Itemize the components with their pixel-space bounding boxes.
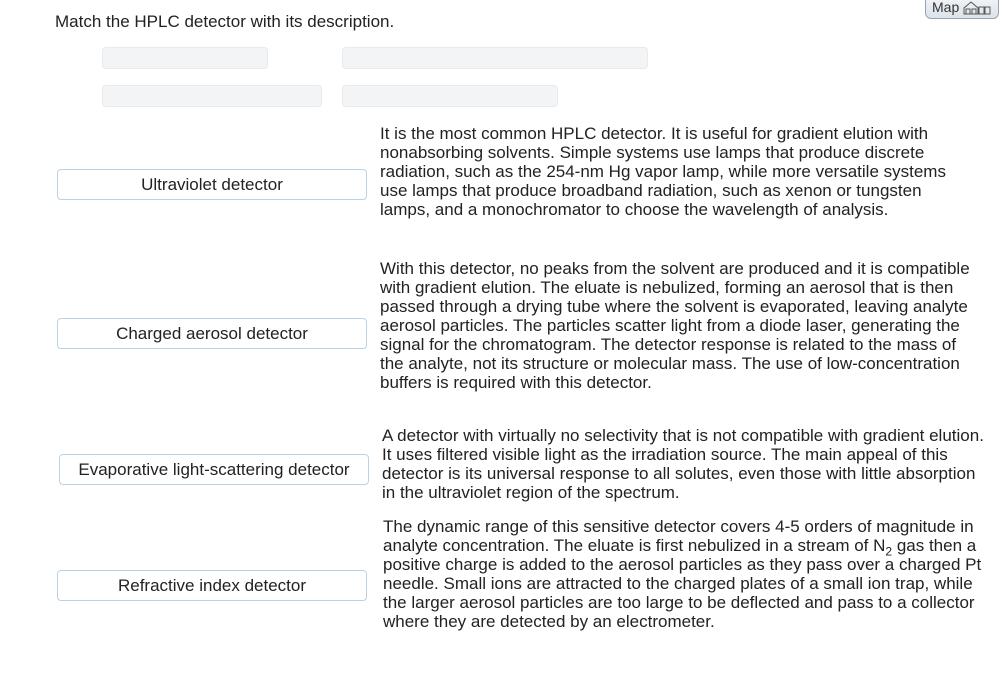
description-4-part-2: gas then a positive charge is added to the aerosol particles as they pass over a charged Pt needle. Small ions are attracted to the charged plates of a small ion trap, while the larger aerosol particles are too large to be deflected and pass to a collector where they are detected by an electrometer. <box>383 536 982 631</box>
drop-target-slot[interactable] <box>342 47 648 69</box>
answer-ultraviolet-detector[interactable]: Ultraviolet detector <box>57 169 367 200</box>
answer-charged-aerosol-detector[interactable]: Charged aerosol detector <box>57 318 367 349</box>
drop-target-slot[interactable] <box>102 47 268 69</box>
answer-evaporative-light-scattering-detector[interactable]: Evaporative light-scattering detector <box>59 454 369 485</box>
map-button[interactable] <box>925 0 999 19</box>
answer-refractive-index-detector[interactable]: Refractive index detector <box>57 570 367 601</box>
drop-target-slot[interactable] <box>342 85 558 107</box>
description-4-part-1: The dynamic range of this sensitive detector covers 4-5 orders of magnitude in analyte concentration. The eluate is first nebulized in a stream of N <box>383 517 974 555</box>
question-instruction: Match the HPLC detector with its description. <box>55 12 395 31</box>
description-3: A detector with virtually no selectivity that is not compatible with gradient elution. It uses filtered visible light as the irradiation source. The main appeal of this detector is its universal response to all solutes, even those with little absorption in the ultraviolet region of the spectrum. <box>382 426 984 502</box>
description-1: It is the most common HPLC detector. It is useful for gradient elution with nonabsorbing solvents. Simple systems use lamps that produce discrete radiation, such as the 254-nm Hg vapor lamp, while more versatile systems use lamps that produce broadband radiation, such as xenon or tungsten lamps, and a monochromator to choose the wavelength of analysis. <box>380 124 946 219</box>
drop-target-slot[interactable] <box>102 85 322 107</box>
description-4-subscript: 2 <box>885 544 893 559</box>
description-2: With this detector, no peaks from the solvent are produced and it is compatible with gradient elution. The eluate is nebulized, forming an aerosol that is then passed through a drying tube where the solvent is evaporated, leaving analyte aerosol particles. The particles scatter light from a diode laser, generating the signal for the chromatogram. The detector response is related to the mass of the analyte, not its structure or molecular mass. The use of low-concentration buffers is required with this detector. <box>380 259 970 392</box>
map-icon <box>962 1 992 15</box>
description-4 <box>383 517 995 631</box>
map-button-label: Map <box>932 0 960 15</box>
